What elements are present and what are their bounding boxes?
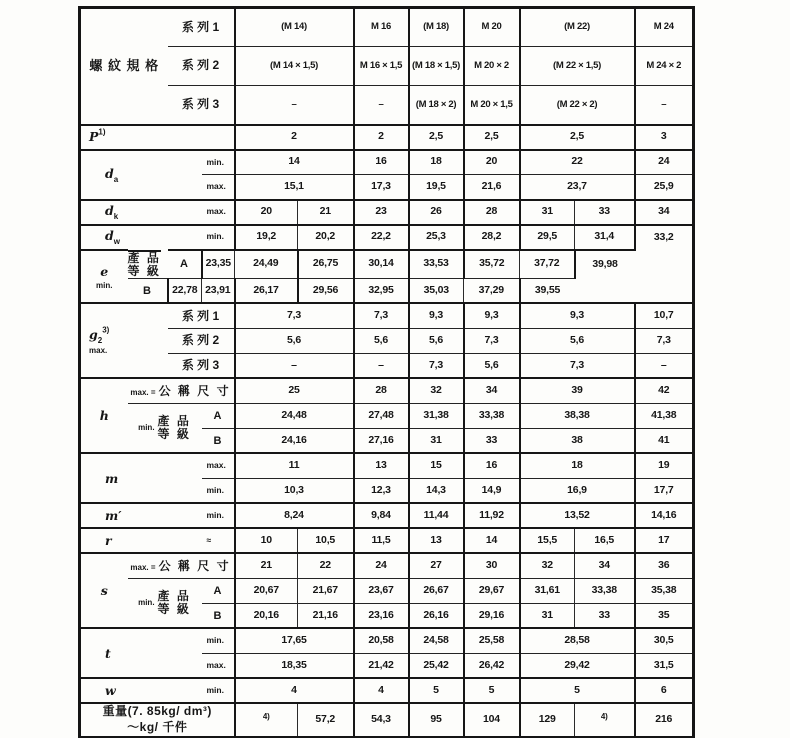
cell-r-approx: 17	[635, 528, 694, 553]
label-series-1: 螺 紋 規 格	[80, 8, 168, 125]
cell-weight: 54,3	[354, 703, 409, 737]
spec-table-body	[80, 8, 694, 738]
cell-g2-series-3: –	[635, 353, 694, 378]
cell-e-grade-b: 23,91	[202, 278, 235, 303]
cell-da-min: 22	[520, 150, 635, 175]
cell-dw-min: 31,4	[575, 225, 635, 250]
cell-dk-max: 28	[464, 200, 520, 225]
cell-r-approx: 16,5	[575, 528, 635, 553]
cell-r-approx: 15,5	[520, 528, 575, 553]
symbol-text: e	[100, 264, 109, 280]
cell-t-max: 25,42	[409, 653, 464, 678]
label-g2-series-2: 系 列 2	[168, 328, 235, 353]
label-da-min: min.	[202, 150, 235, 175]
cell-w-min: 4	[354, 678, 409, 703]
label-e-grade-a	[128, 250, 161, 278]
cell-r-approx: 10	[235, 528, 298, 553]
label-g2-series-1: $g_2^{3)}$ max.	[80, 303, 168, 378]
symbol-text: P	[89, 129, 99, 145]
cell-dk-max: 21	[298, 200, 354, 225]
cell-dw-min: 22,2	[354, 225, 409, 250]
bound-prefix: max. =	[130, 563, 156, 573]
cell-dk-max: 34	[635, 200, 694, 225]
cell-s-min-a: 29,67	[464, 578, 520, 603]
cell-s-nominal: 34	[575, 553, 635, 578]
row-m-max	[80, 453, 694, 478]
cell-m-max: 18	[520, 453, 635, 478]
cell-g2-series-1: 9,3	[520, 303, 635, 328]
cell-s-min-a: 26,67	[409, 578, 464, 603]
cell-da-max: 25,9	[635, 175, 694, 200]
cell-m-min: 16,9	[520, 478, 635, 503]
cell-e-grade-b: 32,95	[354, 278, 409, 303]
cell-weight: 216	[635, 703, 694, 737]
label-weight: 重量(7. 85kg/ dm³) ～kg/ 千件	[80, 703, 235, 737]
cell-h-min-a: 31,38	[409, 403, 464, 428]
label-r-approx: ≈	[202, 528, 235, 553]
cell-series-2: M 20 × 2	[464, 47, 520, 86]
cell-da-max: 15,1	[235, 175, 354, 200]
row-r-approx	[80, 528, 694, 553]
label-e-grade-a	[80, 250, 128, 304]
cell-m-min: 14,3	[409, 478, 464, 503]
row-dk-max	[80, 200, 694, 225]
cell-g2-series-3: –	[354, 353, 409, 378]
cell-p: 3	[635, 125, 694, 150]
cell-h-min-b: 38	[520, 428, 635, 453]
cell-t-min: 30,5	[635, 628, 694, 653]
spec-table	[78, 6, 695, 738]
cell-s-min-b: 26,16	[409, 603, 464, 628]
row-series-1	[80, 8, 694, 47]
cell-s-min-b: 31	[520, 603, 575, 628]
cell-g2-series-1: 7,3	[235, 303, 354, 328]
cell-s-nominal: 32	[520, 553, 575, 578]
cell-series-1: M 20	[464, 8, 520, 47]
cell-series-1: (M 18)	[409, 8, 464, 47]
cell-t-max: 21,42	[354, 653, 409, 678]
cell-dw-min: 29,5	[520, 225, 575, 250]
label-s-min-b: B	[202, 603, 235, 628]
label-dk-max: max.	[202, 200, 235, 225]
cell-g2-series-1: 10,7	[635, 303, 694, 328]
cell-s-min-b: 20,16	[235, 603, 298, 628]
cell-s-min-a: 20,67	[235, 578, 298, 603]
label-series-3: 系 列 3	[168, 86, 235, 125]
cell-dw-min: 20,2	[298, 225, 354, 250]
cell-m-prime-min: 13,52	[520, 503, 635, 528]
label-m-max: max.	[202, 453, 235, 478]
symbol-text: h	[99, 408, 109, 424]
cell-s-nominal: 30	[464, 553, 520, 578]
cell-g2-series-2: 5,6	[354, 328, 409, 353]
cell-h-min-b: 27,16	[354, 428, 409, 453]
cell-m-min: 17,7	[635, 478, 694, 503]
cell-weight	[575, 703, 635, 737]
symbol-text: d	[105, 203, 114, 218]
cell-dk-max: 31	[520, 200, 575, 225]
cell-h-min-b: 31	[409, 428, 464, 453]
cell-s-min-a: 35,38	[635, 578, 694, 603]
cell-r-approx: 13	[409, 528, 464, 553]
label-t-max: max.	[202, 653, 235, 678]
symbol-text: r	[105, 533, 112, 549]
cell-s-nominal: 22	[298, 553, 354, 578]
cell-weight: 95	[409, 703, 464, 737]
label-h-nominal	[80, 378, 128, 453]
row-g2-series-2	[80, 328, 694, 353]
label-m-max	[80, 453, 202, 503]
cell-p: 2	[354, 125, 409, 150]
cell-t-max: 29,42	[520, 653, 635, 678]
cell-e-grade-a: 33,53	[409, 250, 464, 279]
row-weight	[80, 703, 694, 737]
product-grade-label: 產 品 等 級	[157, 413, 191, 442]
label-dw-min: $d_w$	[80, 225, 202, 250]
symbol-text: s	[100, 583, 108, 599]
cell-dw-min: 19,2	[235, 225, 298, 250]
nominal-size-label: 公 稱 尺 寸	[158, 559, 231, 574]
cell-e-grade-a: 30,14	[354, 250, 409, 279]
cell-m-prime-min: 11,92	[464, 503, 520, 528]
cell-s-min-b: 33	[575, 603, 635, 628]
label-da-max: max.	[202, 175, 235, 200]
row-t-min	[80, 628, 694, 653]
label-m-prime-min: min.	[202, 503, 235, 528]
cell-w-min: 5	[464, 678, 520, 703]
label-m-min: min.	[202, 478, 235, 503]
cell-t-max: 31,5	[635, 653, 694, 678]
cell-dk-max: 33	[575, 200, 635, 225]
cell-h-min-b: 24,16	[235, 428, 354, 453]
cell-s-min-b: 29,16	[464, 603, 520, 628]
cell-da-max: 23,7	[520, 175, 635, 200]
cell-series-1: (M 14)	[235, 8, 354, 47]
label-p: $P^{1)}$	[80, 125, 235, 150]
cell-dk-max: 26	[409, 200, 464, 225]
cell-h-min-b: 33	[464, 428, 520, 453]
cell-e-grade-a: 37,72	[520, 250, 575, 279]
cell-weight: 57,2	[298, 703, 354, 737]
label-e-grade-a: A	[168, 250, 202, 279]
cell-g2-series-1: 7,3	[354, 303, 409, 328]
label-g2-series-1: 系 列 1	[168, 303, 235, 328]
cell-h-min-a: 41,38	[635, 403, 694, 428]
cell-m-prime-min: 14,16	[635, 503, 694, 528]
cell-t-min: 20,58	[354, 628, 409, 653]
cell-s-min-b: 21,16	[298, 603, 354, 628]
cell-series-1: M 16	[354, 8, 409, 47]
cell-s-nominal: 27	[409, 553, 464, 578]
cell-da-min: 16	[354, 150, 409, 175]
row-p	[80, 125, 694, 150]
product-grade-label: 產 品 等 級	[157, 588, 191, 617]
cell-m-max: 13	[354, 453, 409, 478]
symbol-text: g	[89, 327, 98, 343]
cell-e-grade-b: 22,78	[168, 278, 202, 303]
cell-s-min-a: 23,67	[354, 578, 409, 603]
cell-s-nominal: 21	[235, 553, 298, 578]
cell-r-approx: 14	[464, 528, 520, 553]
sub-label: min.	[96, 280, 113, 290]
cell-p: 2,5	[409, 125, 464, 150]
symbol-text: t	[105, 645, 111, 661]
label-m-prime-min	[80, 503, 202, 528]
label-e-grade-b: B	[128, 278, 168, 303]
cell-h-nominal: 25	[235, 378, 354, 403]
cell-s-min-a: 31,61	[520, 578, 575, 603]
cell-h-nominal: 32	[409, 378, 464, 403]
cell-series-3: (M 22 × 2)	[520, 86, 635, 125]
cell-series-1: (M 22)	[520, 8, 635, 47]
cell-e-grade-b: 37,29	[464, 278, 520, 303]
symbol-text: m′	[105, 508, 122, 524]
row-g2-series-3	[80, 353, 694, 378]
cell-m-prime-min: 8,24	[235, 503, 354, 528]
cell-g2-series-2: 7,3	[635, 328, 694, 353]
symbol-text: d	[105, 228, 114, 243]
cell-series-3: M 20 × 1,5	[464, 86, 520, 125]
sub-label: max.	[89, 346, 108, 356]
cell-e-grade-b: 26,17	[235, 278, 298, 303]
cell-m-max: 16	[464, 453, 520, 478]
label-series-2: 系 列 2	[168, 47, 235, 86]
row-series-2	[80, 47, 694, 86]
cell-series-2: (M 14 × 1,5)	[235, 47, 354, 86]
cell-s-nominal: 36	[635, 553, 694, 578]
cell-m-min: 12,3	[354, 478, 409, 503]
cell-e-grade-a: 24,49	[235, 250, 298, 279]
cell-g2-series-3: 7,3	[409, 353, 464, 378]
row-e-grade-a	[80, 250, 694, 279]
symbol-text: d	[105, 165, 114, 181]
nominal-size-label: 公 稱 尺 寸	[158, 384, 231, 399]
cell-w-min: 5	[520, 678, 635, 703]
cell-dk-max: 23	[354, 200, 409, 225]
cell-s-nominal: 24	[354, 553, 409, 578]
cell-w-min: 5	[409, 678, 464, 703]
cell-series-2: M 24 × 2	[635, 47, 694, 86]
cell-m-max: 15	[409, 453, 464, 478]
cell-e-grade-a: 39,98	[575, 250, 635, 279]
cell-p: 2,5	[464, 125, 520, 150]
footnote-marker: 4)	[600, 711, 608, 721]
row-m-prime-min	[80, 503, 694, 528]
cell-weight	[235, 703, 298, 737]
cell-dw-min: 33,2	[635, 225, 694, 250]
cell-m-prime-min: 11,44	[409, 503, 464, 528]
cell-t-min: 17,65	[235, 628, 354, 653]
cell-g2-series-2: 5,6	[409, 328, 464, 353]
cell-s-min-a: 33,38	[575, 578, 635, 603]
cell-series-1: M 24	[635, 8, 694, 47]
cell-h-nominal: 34	[464, 378, 520, 403]
label-s-nominal	[128, 553, 235, 578]
cell-da-min: 18	[409, 150, 464, 175]
cell-h-nominal: 28	[354, 378, 409, 403]
cell-s-min-a: 21,67	[298, 578, 354, 603]
label-h-min-b: B	[202, 428, 235, 453]
cell-t-max: 26,42	[464, 653, 520, 678]
cell-series-2: M 16 × 1,5	[354, 47, 409, 86]
label-dw-min: min.	[202, 225, 235, 250]
cell-t-min: 24,58	[409, 628, 464, 653]
cell-w-min: 6	[635, 678, 694, 703]
cell-dw-min: 28,2	[464, 225, 520, 250]
cell-g2-series-3: 7,3	[520, 353, 635, 378]
cell-h-min-a: 27,48	[354, 403, 409, 428]
label-g2-series-3: 系 列 3	[168, 353, 235, 378]
cell-h-min-a: 33,38	[464, 403, 520, 428]
cell-t-min: 25,58	[464, 628, 520, 653]
label-w-min	[80, 678, 202, 703]
cell-t-max: 18,35	[235, 653, 354, 678]
cell-series-3: –	[635, 86, 694, 125]
label-h-min-a: A	[202, 403, 235, 428]
label-series-1: 系 列 1	[168, 8, 235, 47]
row-e-grade-b	[80, 278, 694, 303]
cell-e-grade-a: 23,35	[202, 250, 235, 279]
product-grade-label: 產 品 等 級	[127, 250, 161, 278]
cell-da-max: 19,5	[409, 175, 464, 200]
cell-weight: 104	[464, 703, 520, 737]
cell-m-prime-min: 9,84	[354, 503, 409, 528]
cell-da-max: 21,6	[464, 175, 520, 200]
label-h-nominal	[128, 378, 235, 403]
row-s-nominal	[80, 553, 694, 578]
label-s-min-a: A	[202, 578, 235, 603]
cell-dk-max: 20	[235, 200, 298, 225]
label-dk-max: $d_k$	[80, 200, 202, 225]
row-dw-min	[80, 225, 694, 250]
cell-dw-min: 25,3	[409, 225, 464, 250]
cell-t-min: 28,58	[520, 628, 635, 653]
cell-g2-series-1: 9,3	[464, 303, 520, 328]
label-s-nominal	[80, 553, 128, 628]
cell-s-min-b: 23,16	[354, 603, 409, 628]
row-da-min	[80, 150, 694, 175]
row-w-min	[80, 678, 694, 703]
cell-e-grade-a: 35,72	[464, 250, 520, 279]
row-s-min-a	[80, 578, 694, 603]
bound-prefix: max. =	[130, 388, 156, 398]
cell-series-2: (M 18 × 1,5)	[409, 47, 464, 86]
row-h-nominal	[80, 378, 694, 403]
cell-series-3: –	[235, 86, 354, 125]
label-r-approx	[80, 528, 202, 553]
cell-series-3: –	[354, 86, 409, 125]
cell-da-min: 14	[235, 150, 354, 175]
cell-da-min: 24	[635, 150, 694, 175]
cell-m-max: 11	[235, 453, 354, 478]
row-h-min-a	[80, 403, 694, 428]
footnote-marker: 4)	[262, 711, 270, 721]
cell-g2-series-1: 9,3	[409, 303, 464, 328]
row-g2-series-1	[80, 303, 694, 328]
cell-m-min: 10,3	[235, 478, 354, 503]
cell-g2-series-3: 5,6	[464, 353, 520, 378]
cell-h-nominal: 39	[520, 378, 635, 403]
cell-h-min-a: 24,48	[235, 403, 354, 428]
bound-prefix: min.	[138, 597, 155, 607]
cell-m-max: 19	[635, 453, 694, 478]
cell-h-min-a: 38,38	[520, 403, 635, 428]
row-series-3	[80, 86, 694, 125]
cell-h-min-b: 41	[635, 428, 694, 453]
symbol-text: m	[105, 470, 119, 486]
symbol-text: w	[105, 683, 116, 699]
cell-series-3: (M 18 × 2)	[409, 86, 464, 125]
cell-p: 2	[235, 125, 354, 150]
cell-m-min: 14,9	[464, 478, 520, 503]
label-w-min: min.	[202, 678, 235, 703]
cell-s-min-b: 35	[635, 603, 694, 628]
cell-e-grade-a: 26,75	[298, 250, 354, 279]
label-s-min-a	[128, 578, 202, 628]
cell-g2-series-2: 7,3	[464, 328, 520, 353]
cell-w-min: 4	[235, 678, 354, 703]
cell-r-approx: 11,5	[354, 528, 409, 553]
label-t-min: min.	[202, 628, 235, 653]
cell-e-grade-b: 29,56	[298, 278, 354, 303]
label-t-min	[80, 628, 202, 678]
cell-p: 2,5	[520, 125, 635, 150]
cell-series-2: (M 22 × 1,5)	[520, 47, 635, 86]
cell-weight: 129	[520, 703, 575, 737]
cell-e-grade-b: 39,55	[520, 278, 575, 303]
cell-da-min: 20	[464, 150, 520, 175]
cell-g2-series-2: 5,6	[520, 328, 635, 353]
cell-h-nominal: 42	[635, 378, 694, 403]
cell-e-grade-b: 35,03	[409, 278, 464, 303]
cell-da-max: 17,3	[354, 175, 409, 200]
cell-g2-series-2: 5,6	[235, 328, 354, 353]
cell-r-approx: 10,5	[298, 528, 354, 553]
bound-prefix: min.	[138, 422, 155, 432]
cell-g2-series-3: –	[235, 353, 354, 378]
label-h-min-a	[128, 403, 202, 453]
label-da-min: $d_a$	[80, 150, 202, 200]
